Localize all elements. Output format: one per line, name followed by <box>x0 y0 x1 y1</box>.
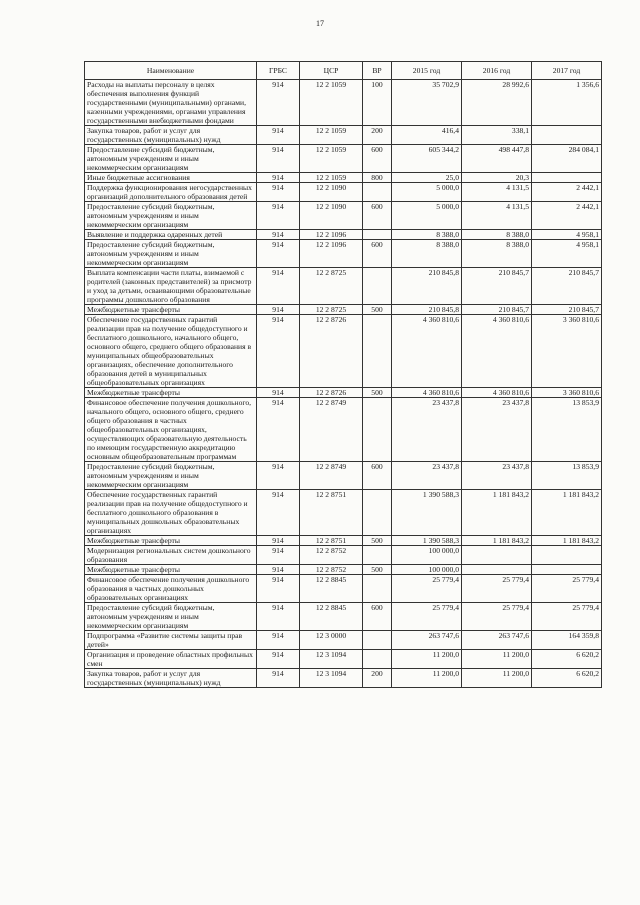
header-2016: 2016 год <box>462 62 532 80</box>
table-row <box>85 80 602 126</box>
cell-grbs: 914 <box>257 240 300 268</box>
table-row <box>85 183 602 202</box>
cell-2015: 23 437,8 <box>392 462 462 490</box>
header-grbs: ГРБС <box>257 62 300 80</box>
cell-2016: 210 845,7 <box>462 305 532 315</box>
cell-2017: 284 084,1 <box>532 145 602 173</box>
table-row <box>85 145 602 173</box>
cell-2017: 2 442,1 <box>532 202 602 230</box>
cell-name: Предоставление субсидий бюджетным, автономным учреждениям и иным некоммерческим организациям <box>85 145 257 173</box>
cell-2016: 23 437,8 <box>462 462 532 490</box>
cell-2016: 263 747,6 <box>462 631 532 650</box>
cell-csr: 12 2 1090 <box>300 202 363 230</box>
cell-2017: 4 958,1 <box>532 230 602 240</box>
cell-2017 <box>532 546 602 565</box>
table-row <box>85 240 602 268</box>
table-row <box>85 398 602 462</box>
page-number: 17 <box>316 19 324 28</box>
table-row <box>85 173 602 183</box>
cell-2017: 1 181 843,2 <box>532 490 602 536</box>
cell-csr: 12 2 1059 <box>300 173 363 183</box>
cell-csr: 12 2 8726 <box>300 388 363 398</box>
cell-2017: 210 845,7 <box>532 268 602 305</box>
cell-name: Финансовое обеспечение получения дошкольного, начального общего, основного общего, среднего общего образования в частных общеобразовательных организациях, осуществляющих образовательную деятельность по имеющим государственную аккредитацию основным общеобразовательным программам <box>85 398 257 462</box>
cell-2015: 263 747,6 <box>392 631 462 650</box>
table-row <box>85 631 602 650</box>
cell-2017: 164 359,8 <box>532 631 602 650</box>
cell-2016: 11 200,0 <box>462 650 532 669</box>
cell-vr <box>363 183 392 202</box>
cell-csr: 12 3 0000 <box>300 631 363 650</box>
cell-grbs: 914 <box>257 462 300 490</box>
cell-name: Межбюджетные трансферты <box>85 388 257 398</box>
cell-grbs: 914 <box>257 536 300 546</box>
cell-2015: 11 200,0 <box>392 650 462 669</box>
cell-2017: 25 779,4 <box>532 603 602 631</box>
cell-2015: 25 779,4 <box>392 603 462 631</box>
cell-2017: 6 620,2 <box>532 650 602 669</box>
cell-grbs: 914 <box>257 268 300 305</box>
cell-vr: 600 <box>363 603 392 631</box>
cell-vr: 200 <box>363 126 392 145</box>
table-body <box>85 80 602 688</box>
cell-2015: 1 390 588,3 <box>392 536 462 546</box>
cell-name: Закупка товаров, работ и услуг для государственных (муниципальных) нужд <box>85 126 257 145</box>
cell-name: Предоставление субсидий бюджетным, автономным учреждениям и иным некоммерческим организациям <box>85 462 257 490</box>
cell-csr: 12 3 1094 <box>300 669 363 688</box>
cell-vr <box>363 575 392 603</box>
table-row <box>85 202 602 230</box>
cell-2015: 210 845,8 <box>392 305 462 315</box>
table-row <box>85 650 602 669</box>
cell-vr: 500 <box>363 536 392 546</box>
cell-grbs: 914 <box>257 546 300 565</box>
header-csr: ЦСР <box>300 62 363 80</box>
cell-csr: 12 2 8751 <box>300 490 363 536</box>
cell-2017: 25 779,4 <box>532 575 602 603</box>
cell-grbs: 914 <box>257 173 300 183</box>
cell-vr <box>363 631 392 650</box>
cell-vr: 600 <box>363 462 392 490</box>
cell-2016: 4 360 810,6 <box>462 388 532 398</box>
cell-name: Межбюджетные трансферты <box>85 305 257 315</box>
cell-2017: 13 853,9 <box>532 398 602 462</box>
cell-name: Закупка товаров, работ и услуг для государственных (муниципальных) нужд <box>85 669 257 688</box>
cell-2016: 4 131,5 <box>462 202 532 230</box>
cell-2017: 13 853,9 <box>532 462 602 490</box>
cell-vr <box>363 650 392 669</box>
cell-grbs: 914 <box>257 575 300 603</box>
cell-2015: 5 000,0 <box>392 183 462 202</box>
cell-2015: 1 390 588,3 <box>392 490 462 536</box>
table-header-row <box>85 62 602 80</box>
table-row <box>85 546 602 565</box>
cell-csr: 12 2 1059 <box>300 145 363 173</box>
cell-2016: 28 992,6 <box>462 80 532 126</box>
cell-2016: 25 779,4 <box>462 603 532 631</box>
cell-name: Выплата компенсации части платы, взимаемой с родителей (законных представителей) за присмотр и уход за детьми, осваивающими образовательные программы дошкольного образования <box>85 268 257 305</box>
cell-2017: 6 620,2 <box>532 669 602 688</box>
cell-grbs: 914 <box>257 183 300 202</box>
table-row <box>85 669 602 688</box>
cell-grbs: 914 <box>257 490 300 536</box>
cell-vr <box>363 315 392 388</box>
cell-2017 <box>532 565 602 575</box>
cell-2016 <box>462 546 532 565</box>
cell-csr: 12 2 8725 <box>300 305 363 315</box>
budget-table <box>84 61 602 688</box>
cell-csr: 12 2 8752 <box>300 546 363 565</box>
cell-2017: 4 958,1 <box>532 240 602 268</box>
cell-2015: 8 388,0 <box>392 240 462 268</box>
header-vr: ВР <box>363 62 392 80</box>
cell-grbs: 914 <box>257 230 300 240</box>
cell-csr: 12 2 1059 <box>300 80 363 126</box>
table-row <box>85 268 602 305</box>
cell-grbs: 914 <box>257 315 300 388</box>
cell-vr: 500 <box>363 388 392 398</box>
table-row <box>85 462 602 490</box>
table-row <box>85 230 602 240</box>
cell-name: Иные бюджетные ассигнования <box>85 173 257 183</box>
cell-grbs: 914 <box>257 145 300 173</box>
cell-grbs: 914 <box>257 202 300 230</box>
cell-2015: 100 000,0 <box>392 565 462 575</box>
cell-name: Модернизация региональных систем дошкольного образования <box>85 546 257 565</box>
cell-2016: 11 200,0 <box>462 669 532 688</box>
cell-2015: 4 360 810,6 <box>392 388 462 398</box>
cell-vr <box>363 268 392 305</box>
cell-name: Обеспечение государственных гарантий реализации прав на получение общедоступного и бесплатного дошкольного, начального общего, основного общего, среднего общего образования в муниципальных общеобразовательных организациях, обеспечение дополнительного образования детей в муниципальных общеобразовательных организациях <box>85 315 257 388</box>
cell-name: Подпрограмма «Развитие системы защиты прав детей» <box>85 631 257 650</box>
cell-vr <box>363 398 392 462</box>
table-row <box>85 388 602 398</box>
cell-2017: 3 360 810,6 <box>532 388 602 398</box>
cell-grbs: 914 <box>257 388 300 398</box>
cell-grbs: 914 <box>257 398 300 462</box>
cell-2016: 498 447,8 <box>462 145 532 173</box>
cell-2015: 605 344,2 <box>392 145 462 173</box>
cell-vr: 600 <box>363 240 392 268</box>
cell-2016: 210 845,7 <box>462 268 532 305</box>
cell-csr: 12 3 1094 <box>300 650 363 669</box>
cell-name: Организация и проведение областных профильных смен <box>85 650 257 669</box>
cell-csr: 12 2 1096 <box>300 230 363 240</box>
table-row <box>85 315 602 388</box>
cell-grbs: 914 <box>257 669 300 688</box>
cell-2016: 4 131,5 <box>462 183 532 202</box>
cell-name: Предоставление субсидий бюджетным, автономным учреждениям и иным некоммерческим организациям <box>85 202 257 230</box>
cell-grbs: 914 <box>257 603 300 631</box>
cell-2015: 5 000,0 <box>392 202 462 230</box>
header-name: Наименование <box>85 62 257 80</box>
cell-vr: 500 <box>363 305 392 315</box>
cell-vr: 100 <box>363 80 392 126</box>
cell-vr: 500 <box>363 565 392 575</box>
cell-vr <box>363 230 392 240</box>
table-row <box>85 305 602 315</box>
cell-name: Межбюджетные трансферты <box>85 565 257 575</box>
table-row <box>85 536 602 546</box>
cell-vr <box>363 490 392 536</box>
table-row <box>85 603 602 631</box>
table-row <box>85 490 602 536</box>
cell-vr <box>363 546 392 565</box>
cell-csr: 12 2 1096 <box>300 240 363 268</box>
cell-2017: 3 360 810,6 <box>532 315 602 388</box>
cell-2015: 210 845,8 <box>392 268 462 305</box>
cell-name: Предоставление субсидий бюджетным, автономным учреждениям и иным некоммерческим организациям <box>85 240 257 268</box>
cell-vr: 600 <box>363 145 392 173</box>
cell-2016 <box>462 565 532 575</box>
cell-csr: 12 2 8725 <box>300 268 363 305</box>
table-row <box>85 126 602 145</box>
cell-2016: 20,3 <box>462 173 532 183</box>
cell-2015: 25,0 <box>392 173 462 183</box>
cell-csr: 12 2 8845 <box>300 603 363 631</box>
cell-2015: 416,4 <box>392 126 462 145</box>
cell-2016: 1 181 843,2 <box>462 536 532 546</box>
cell-grbs: 914 <box>257 631 300 650</box>
header-2017: 2017 год <box>532 62 602 80</box>
cell-2016: 23 437,8 <box>462 398 532 462</box>
cell-csr: 12 2 8845 <box>300 575 363 603</box>
cell-grbs: 914 <box>257 650 300 669</box>
cell-2015: 100 000,0 <box>392 546 462 565</box>
cell-csr: 12 2 8749 <box>300 462 363 490</box>
cell-name: Межбюджетные трансферты <box>85 536 257 546</box>
cell-2015: 25 779,4 <box>392 575 462 603</box>
cell-csr: 12 2 1059 <box>300 126 363 145</box>
cell-csr: 12 2 8751 <box>300 536 363 546</box>
cell-name: Обеспечение государственных гарантий реализации прав на получение общедоступного и бесплатного дошкольного образования в муниципальных дошкольных образовательных организациях <box>85 490 257 536</box>
cell-csr: 12 2 8749 <box>300 398 363 462</box>
table-row <box>85 565 602 575</box>
cell-name: Расходы на выплаты персоналу в целях обеспечения выполнения функций государственными (муниципальными) органами, казенными учреждениями, органами управления государственными внебюджетными фондами <box>85 80 257 126</box>
cell-2017 <box>532 126 602 145</box>
cell-2015: 11 200,0 <box>392 669 462 688</box>
cell-2015: 8 388,0 <box>392 230 462 240</box>
cell-2016: 8 388,0 <box>462 230 532 240</box>
cell-name: Предоставление субсидий бюджетным, автономным учреждениям и иным некоммерческим организациям <box>85 603 257 631</box>
cell-grbs: 914 <box>257 126 300 145</box>
cell-2017: 210 845,7 <box>532 305 602 315</box>
cell-name: Финансовое обеспечение получения дошкольного образования в частных дошкольных образовательных организациях <box>85 575 257 603</box>
cell-2015: 4 360 810,6 <box>392 315 462 388</box>
cell-2016: 1 181 843,2 <box>462 490 532 536</box>
cell-2017: 2 442,1 <box>532 183 602 202</box>
cell-name: Выявление и поддержка одаренных детей <box>85 230 257 240</box>
cell-vr: 600 <box>363 202 392 230</box>
header-2015: 2015 год <box>392 62 462 80</box>
table-row <box>85 575 602 603</box>
cell-grbs: 914 <box>257 80 300 126</box>
cell-vr: 200 <box>363 669 392 688</box>
cell-2015: 23 437,8 <box>392 398 462 462</box>
cell-csr: 12 2 8752 <box>300 565 363 575</box>
cell-csr: 12 2 8726 <box>300 315 363 388</box>
cell-name: Поддержка функционирования негосударственных организаций дополнительного образования детей <box>85 183 257 202</box>
cell-2017 <box>532 173 602 183</box>
cell-grbs: 914 <box>257 305 300 315</box>
cell-2017: 1 356,6 <box>532 80 602 126</box>
cell-vr: 800 <box>363 173 392 183</box>
cell-csr: 12 2 1090 <box>300 183 363 202</box>
cell-2015: 35 702,9 <box>392 80 462 126</box>
cell-grbs: 914 <box>257 565 300 575</box>
cell-2017: 1 181 843,2 <box>532 536 602 546</box>
cell-2016: 25 779,4 <box>462 575 532 603</box>
cell-2016: 338,1 <box>462 126 532 145</box>
cell-2016: 8 388,0 <box>462 240 532 268</box>
cell-2016: 4 360 810,6 <box>462 315 532 388</box>
